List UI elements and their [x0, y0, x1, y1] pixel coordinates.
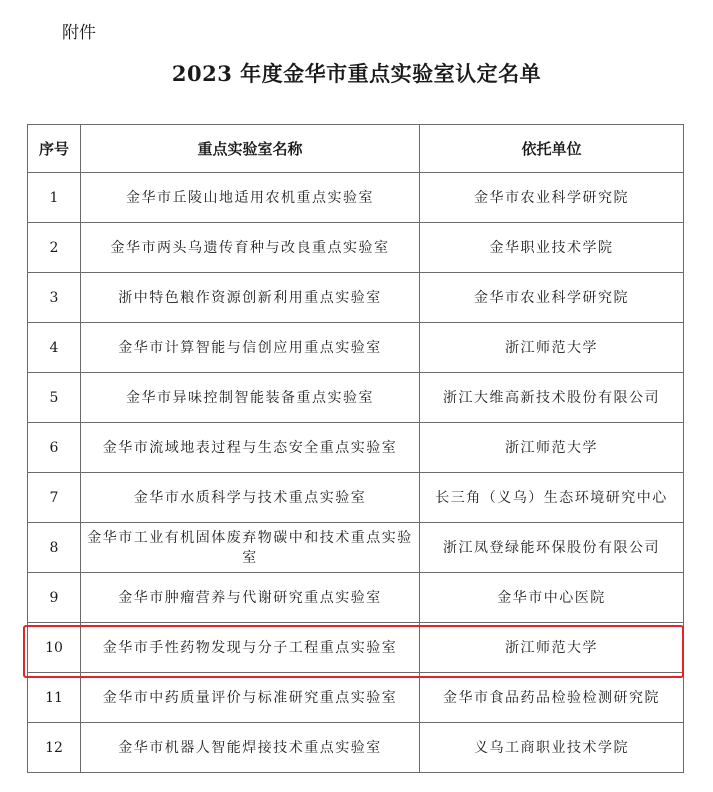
lab-name: 金华市计算智能与信创应用重点实验室 — [81, 323, 420, 373]
table-row — [28, 173, 684, 223]
row-number: 3 — [28, 273, 81, 323]
row-number: 9 — [28, 573, 81, 623]
row-number: 6 — [28, 423, 81, 473]
host-unit: 浙江师范大学 — [420, 623, 684, 673]
host-unit: 浙江凤登绿能环保股份有限公司 — [420, 523, 684, 573]
column-header-no: 序号 — [28, 125, 81, 173]
table-row — [28, 373, 684, 423]
row-number: 11 — [28, 673, 81, 723]
lab-name: 金华市工业有机固体废弃物碳中和技术重点实验室 — [81, 523, 420, 573]
lab-name: 金华市肿瘤营养与代谢研究重点实验室 — [81, 573, 420, 623]
row-number: 4 — [28, 323, 81, 373]
table-row — [28, 223, 684, 273]
table-row — [28, 423, 684, 473]
table-row — [28, 673, 684, 723]
host-unit: 义乌工商职业技术学院 — [420, 723, 684, 773]
host-unit: 金华市农业科学研究院 — [420, 273, 684, 323]
host-unit: 长三角（义乌）生态环境研究中心 — [420, 473, 684, 523]
table-row — [28, 323, 684, 373]
row-number: 1 — [28, 173, 81, 223]
document-title: 2023 年度金华市重点实验室认定名单 — [171, 61, 542, 86]
lab-name: 金华市手性药物发现与分子工程重点实验室 — [81, 623, 420, 673]
row-number: 2 — [28, 223, 81, 273]
table-header-row — [28, 125, 684, 173]
row-number: 8 — [28, 523, 81, 573]
host-unit: 浙江师范大学 — [420, 323, 684, 373]
host-unit: 浙江师范大学 — [420, 423, 684, 473]
table-row — [28, 473, 684, 523]
column-header-lab-name: 重点实验室名称 — [81, 125, 420, 173]
lab-name: 金华市中药质量评价与标准研究重点实验室 — [81, 673, 420, 723]
column-header-host-unit: 依托单位 — [420, 125, 684, 173]
lab-name: 金华市异味控制智能装备重点实验室 — [81, 373, 420, 423]
row-number: 12 — [28, 723, 81, 773]
row-number: 5 — [28, 373, 81, 423]
lab-name: 金华市丘陵山地适用农机重点实验室 — [81, 173, 420, 223]
lab-name: 金华市两头乌遗传育种与改良重点实验室 — [81, 223, 420, 273]
lab-name: 金华市流域地表过程与生态安全重点实验室 — [81, 423, 420, 473]
host-unit: 金华市农业科学研究院 — [420, 173, 684, 223]
host-unit: 浙江大维高新技术股份有限公司 — [420, 373, 684, 423]
table-row — [28, 573, 684, 623]
table-row — [28, 723, 684, 773]
lab-name: 浙中特色粮作资源创新利用重点实验室 — [81, 273, 420, 323]
table-row — [28, 273, 684, 323]
lab-list-table — [27, 124, 684, 773]
table-row — [28, 523, 684, 573]
table-row-highlighted — [28, 623, 684, 673]
host-unit: 金华职业技术学院 — [420, 223, 684, 273]
host-unit: 金华市食品药品检验检测研究院 — [420, 673, 684, 723]
row-number: 10 — [28, 623, 81, 673]
lab-name: 金华市机器人智能焊接技术重点实验室 — [81, 723, 420, 773]
lab-name: 金华市水质科学与技术重点实验室 — [81, 473, 420, 523]
row-number: 7 — [28, 473, 81, 523]
host-unit: 金华市中心医院 — [420, 573, 684, 623]
attachment-label: 附件 — [62, 23, 96, 43]
